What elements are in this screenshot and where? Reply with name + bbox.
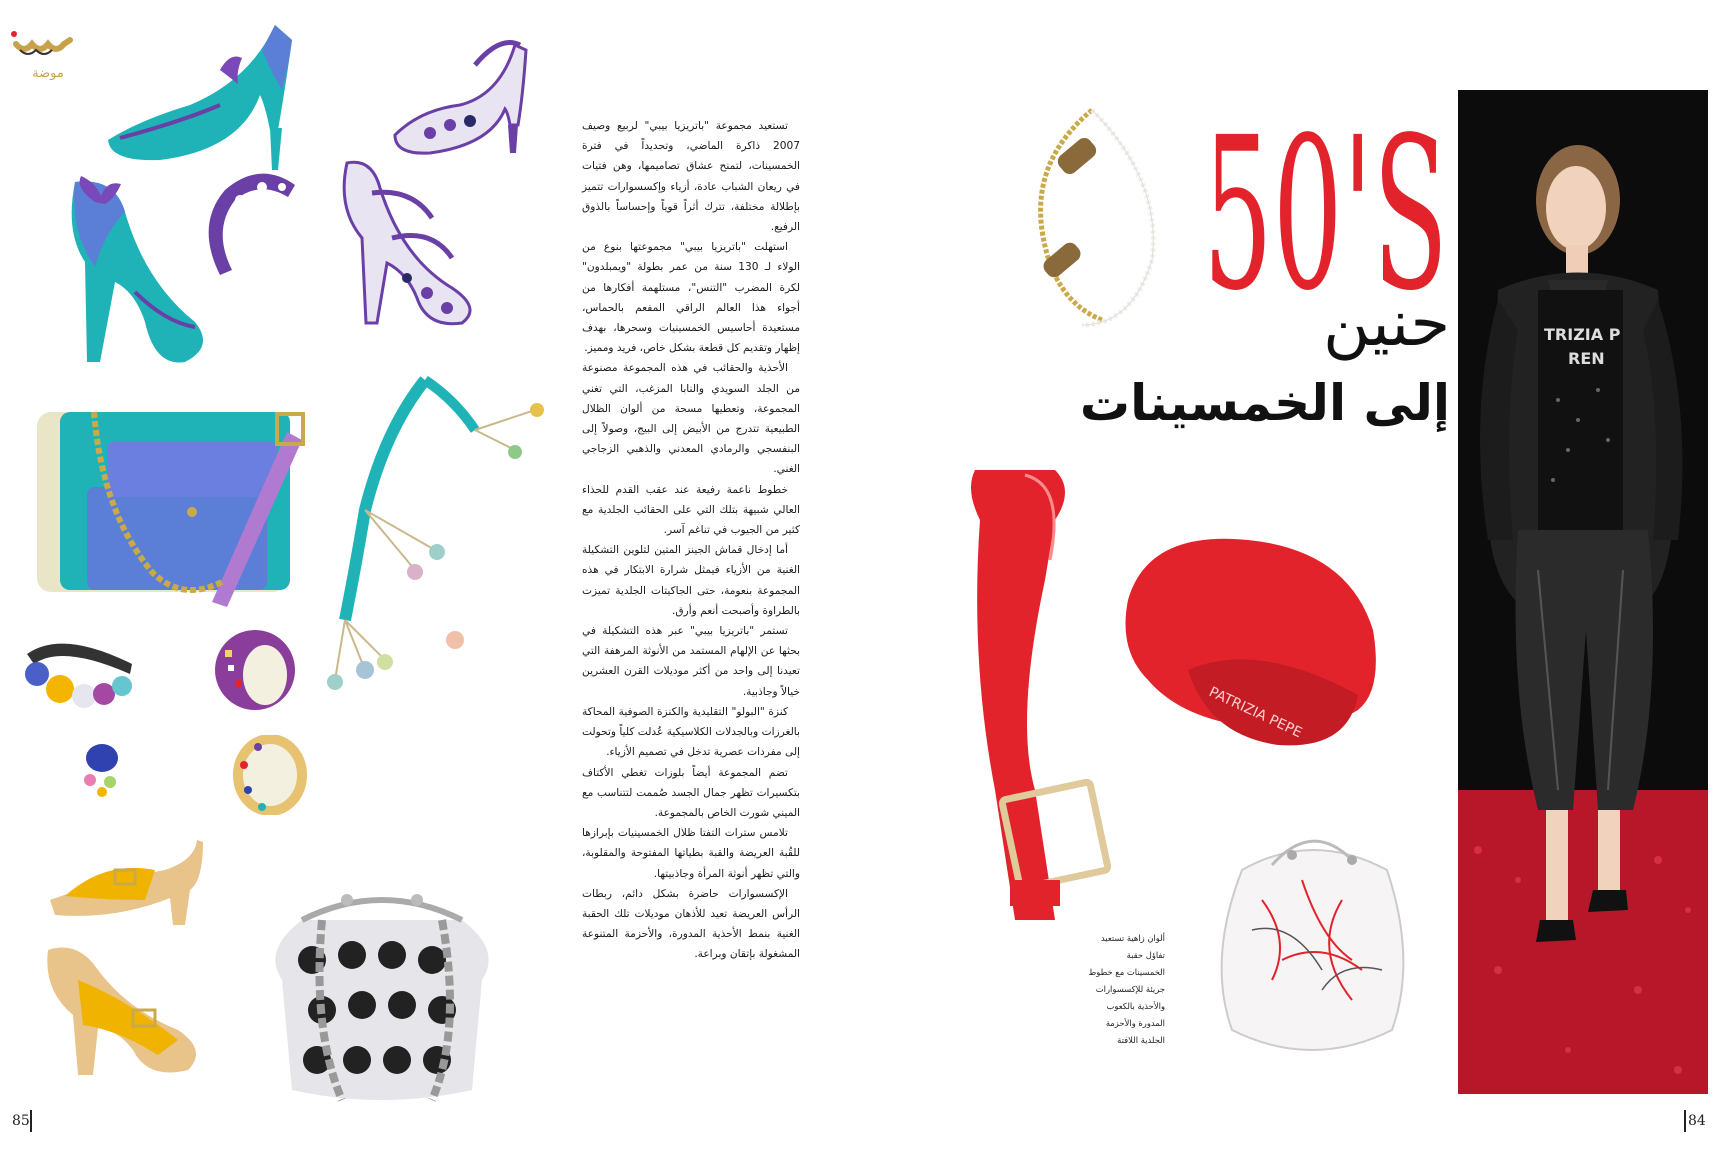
runway-model-photo [1458,90,1708,1094]
caption-line: جريئة للإكسسوارات [1095,984,1165,994]
page-number-right-text: 84 [1688,1113,1706,1129]
caption-line: الجلدية اللافتة [1117,1035,1165,1045]
headline-line3: إلى الخمسينات [1079,374,1450,432]
article-paragraph: استهلت "باتريزيا بيبي" مجموعتها بنوع من الولاء لـ 130 سنة من عمر بطولة "ويمبلدون" لكرة المضرب "التنس"، مستلهمة أفكارها من أجواء هذا العالم الراقي المفعم بالحماس، مستعيدة أحاسيس الخمسينيات وسحرها، بهدف إظهار وتقديم كل قطعة بشكل خاص، فريد ومميز. [582,241,801,355]
page-number-divider [1684,1110,1686,1132]
caption-line: المدورة والأحزمة [1105,1018,1165,1028]
article-paragraph: أما إدخال قماش الجينز المتين لتلوين التشكيلة الغنية من الأزياء فيمثل شرارة الابتكار في هذه المجموعة بنعومة، حتى الجاكيتات الجلدية تميزت بالطراوة وأصبحت أنعم وأرق. [582,544,800,617]
purple-bangle-image [210,625,300,715]
turquoise-pump-shoe-image [100,10,300,170]
article-paragraph: كنزة "البولو" التقليدية والكنزة الصوفية المحاكة بالغرزات وبالجدلات الكلاسيكية عُدلت كلياً وتحولت إلى مفردات عصرية تدخل في تصميم الأزياء. [582,705,800,759]
article-paragraph: الإكسسوارات حاضرة بشكل دائم، ربطات الرأس العريضة تعيد للأذهان موديلات تلك الحقبة الغنية بنمط الأحذية المدورة، والأحزمة المتنوعة المشغولة بإتقان وبراعة. [582,887,800,961]
headline-line2: حنين [1323,287,1450,361]
turquoise-handbag-image [32,392,307,607]
purple-sandal-image [390,25,530,155]
cap-logo-text: PATRIZIA PEPE [1206,684,1305,742]
magazine-logo [10,28,74,94]
article-paragraph: تستعيد مجموعة "باتريزيا بيبي" لربيع وصيف 2007 ذاكرة الماضي، وتحديداً في فترة الخمسينات، لتمنح عشاق تصاميمها، وهن فتيات في ريعان الشباب عادة، أزياء وإكسسوارات تتميز بإطلالة مختلفة، تترك أثراً قوياً وإحساساً بالذوق الرفيع. [582,120,800,234]
logo-mark-icon [10,28,74,94]
blue-stone-ring-image [80,740,130,800]
headline-50s-graphic [1200,92,1450,302]
caption-line: ألوان زاهية تستعيد [1100,933,1165,943]
page-number-left [12,1113,30,1129]
scarf-bead-necklace-image [325,370,555,700]
shirt-print-text-2: REN [1568,349,1605,368]
article-paragraph: تلامس سترات التفتا ظلال الخمسينيات بإبرازها للقُبة العريضة والقبة بطياتها المفتوحة والمقلوبة، والتي تظهر أنوثة المرأة وجاذبيتها. [582,827,800,880]
red-flat-cap-image [1118,520,1388,760]
caption-line: والأحذية بالكعوب [1106,1001,1165,1011]
printed-headband-image [200,165,310,285]
article-body [582,116,800,965]
headline-50s: 50'S [1203,92,1448,302]
article-paragraph: تضم المجموعة أيضاً بلوزات تغطي الأكتاف بتكسيرات تظهر جمال الجسد صُممت لتتناسب مع الميني شورت الخاص بالمجموعة. [582,766,800,819]
print-frame-purse-image [262,860,502,1110]
jeweled-headband-image [22,634,142,724]
page-number-divider [30,1110,32,1132]
purple-print-sandal-image [332,158,492,328]
page-number-right [1688,1113,1706,1129]
caption-line: الخمسينات مع خطوط [1088,967,1165,977]
turquoise-blue-pump-shoe-image [55,172,215,372]
article-paragraph: خطوط ناعمة رفيعة عند عقب القدم للحذاء العالي شبيهة بتلك التي على الحقائب الجلدية مع كثير من الجيوب في تناغم آسر. [582,483,800,537]
yellow-clog-image [45,830,205,930]
caption-line: تفاؤل حقبة [1126,950,1165,960]
article-paragraph: الأحذية والحقائب في هذه المجموعة مصنوعة من الجلد السويدي والنابا المزغب، التي تغني المجموعة، وتعطيها مسحة من ألوان الظلال الطبيعية تتدرج من الأبيض إلى البيج، وصولاً إلى البنفسجي والرمادي المعدني والذهبي الزجاجي الغني. [582,362,800,476]
shirt-print-text: TRIZIA P [1544,325,1621,344]
yellow-wood-clog-image [38,940,208,1080]
gold-chain-necklace-image [1012,100,1162,330]
image-caption [1055,930,1165,1049]
logo-text: موضة [32,66,64,81]
white-dotted-bangle-image [232,735,312,815]
page-number-left-text: 85 [12,1113,30,1129]
article-paragraph: تستمر "باتريزيا بيبي" عبر هذه التشكيلة في بحثها عن الإلهام المستمد من الأنوثة المرهفة التي تعيدنا إلى واحد من أكثر موديلات القرن العشرين خيالاً وجاذبية. [582,625,800,698]
printed-drawstring-bag-image [1202,810,1422,1060]
